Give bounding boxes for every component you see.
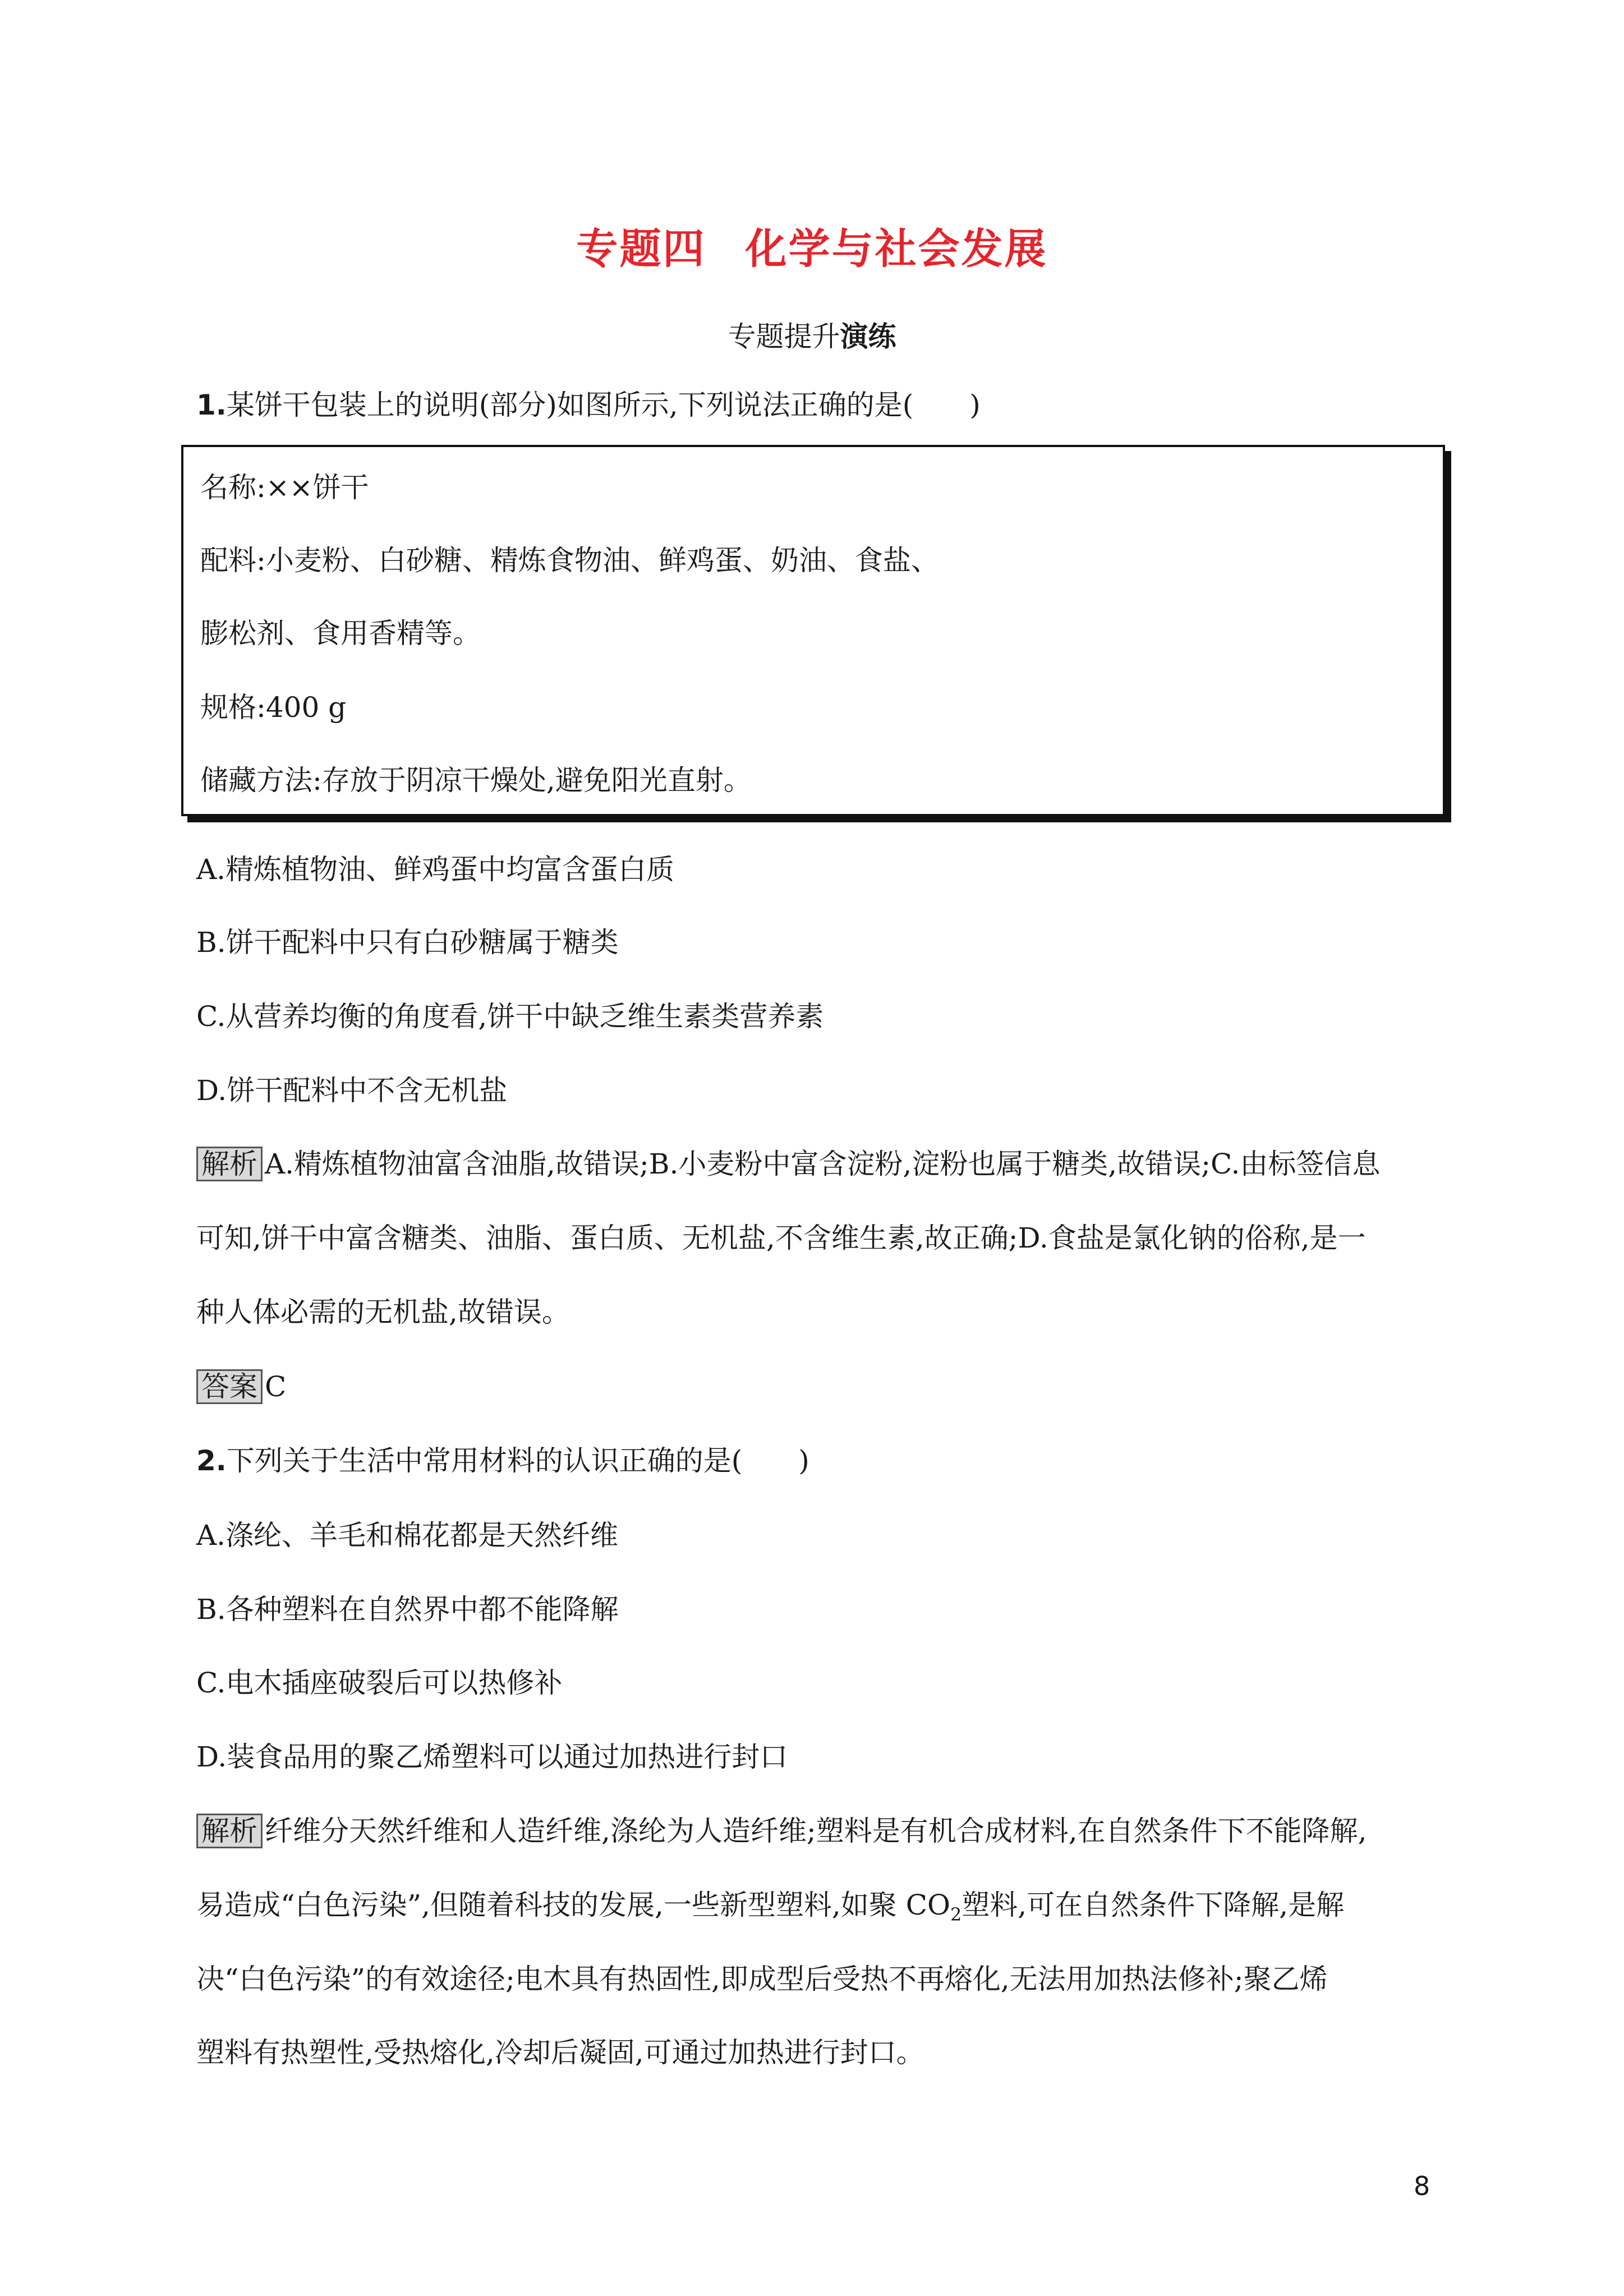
q2-analysis-line — [196, 1887, 1344, 1932]
q1-stem — [196, 387, 981, 423]
q2-analysis-line: 决“白色污染”的有效途径;电木具有热固性,即成型后受热不再熔化,无法用加热法修补;聚乙烯 — [196, 1963, 1328, 1995]
package-label-box — [181, 445, 1445, 816]
section-subtitle — [0, 314, 1624, 355]
q2-option-c: C.电木插座破裂后可以热修补 — [196, 1667, 563, 1699]
q2-analysis-line — [196, 1813, 1367, 1849]
answer-tag: 答案 — [196, 1369, 263, 1404]
q1-number: 1. — [196, 389, 227, 421]
q2-number: 2. — [196, 1444, 227, 1477]
label-line: 膨松剂、食用香精等。 — [200, 617, 481, 650]
subtitle-normal: 专题提升 — [728, 320, 840, 353]
analysis-tag: 解析 — [196, 1147, 263, 1181]
q1-stem-text: 某饼干包装上的说明(部分)如图所示,下列说法正确的是( ) — [226, 389, 981, 421]
page-title — [0, 216, 1624, 275]
q2-option-b: B.各种塑料在自然界中都不能降解 — [196, 1593, 619, 1626]
subscript: 2 — [950, 1904, 962, 1925]
answer-value: C — [265, 1370, 287, 1403]
q2-option-a: A.涤纶、羊毛和棉花都是天然纤维 — [196, 1519, 619, 1552]
analysis-tag: 解析 — [196, 1814, 263, 1848]
q2-option-d: D.装食品用的聚乙烯塑料可以通过加热进行封口 — [196, 1741, 788, 1773]
title-left: 专题四 — [576, 225, 706, 273]
analysis-text: 塑料,可在自然条件下降解,是解 — [961, 1889, 1345, 1921]
q2-analysis-line: 塑料有热塑性,受热熔化,冷却后凝固,可通过加热进行封口。 — [196, 2036, 924, 2069]
q1-option-a: A.精炼植物油、鲜鸡蛋中均富含蛋白质 — [196, 853, 675, 886]
q2-stem-text: 下列关于生活中常用材料的认识正确的是( ) — [226, 1444, 809, 1477]
q1-option-d: D.饼干配料中不含无机盐 — [196, 1074, 508, 1107]
label-line: 储藏方法:存放于阴凉干燥处,避免阳光直射。 — [200, 764, 752, 797]
page-number: 8 — [1414, 2171, 1430, 2201]
label-line: 配料:小麦粉、白砂糖、精炼食物油、鲜鸡蛋、奶油、食盐、 — [200, 544, 939, 577]
title-right: 化学与社会发展 — [745, 225, 1048, 273]
q1-answer — [196, 1369, 286, 1405]
q1-analysis-line: 种人体必需的无机盐,故错误。 — [196, 1296, 570, 1328]
label-line: 规格:400 g — [200, 691, 347, 724]
analysis-text: A.精炼植物油富含油脂,故错误;B.小麦粉中富含淀粉,淀粉也属于糖类,故错误;C.由标签信息 — [265, 1148, 1381, 1180]
subtitle-bold: 演练 — [840, 320, 896, 353]
q1-option-c: C.从营养均衡的角度看,饼干中缺乏维生素类营养素 — [196, 1000, 824, 1033]
q2-stem — [196, 1443, 809, 1479]
q1-option-b: B.饼干配料中只有白砂糖属于糖类 — [196, 926, 619, 959]
analysis-text: 易造成“白色污染”,但随着科技的发展,一些新型塑料,如聚 CO — [196, 1889, 950, 1921]
q1-analysis-line — [196, 1146, 1380, 1182]
analysis-text: 纤维分天然纤维和人造纤维,涤纶为人造纤维;塑料是有机合成材料,在自然条件下不能降解, — [265, 1815, 1367, 1847]
label-line: 名称:××饼干 — [200, 471, 369, 504]
q1-analysis-line: 可知,饼干中富含糖类、油脂、蛋白质、无机盐,不含维生素,故正确;D.食盐是氯化钠的俗称,是一 — [196, 1222, 1366, 1254]
